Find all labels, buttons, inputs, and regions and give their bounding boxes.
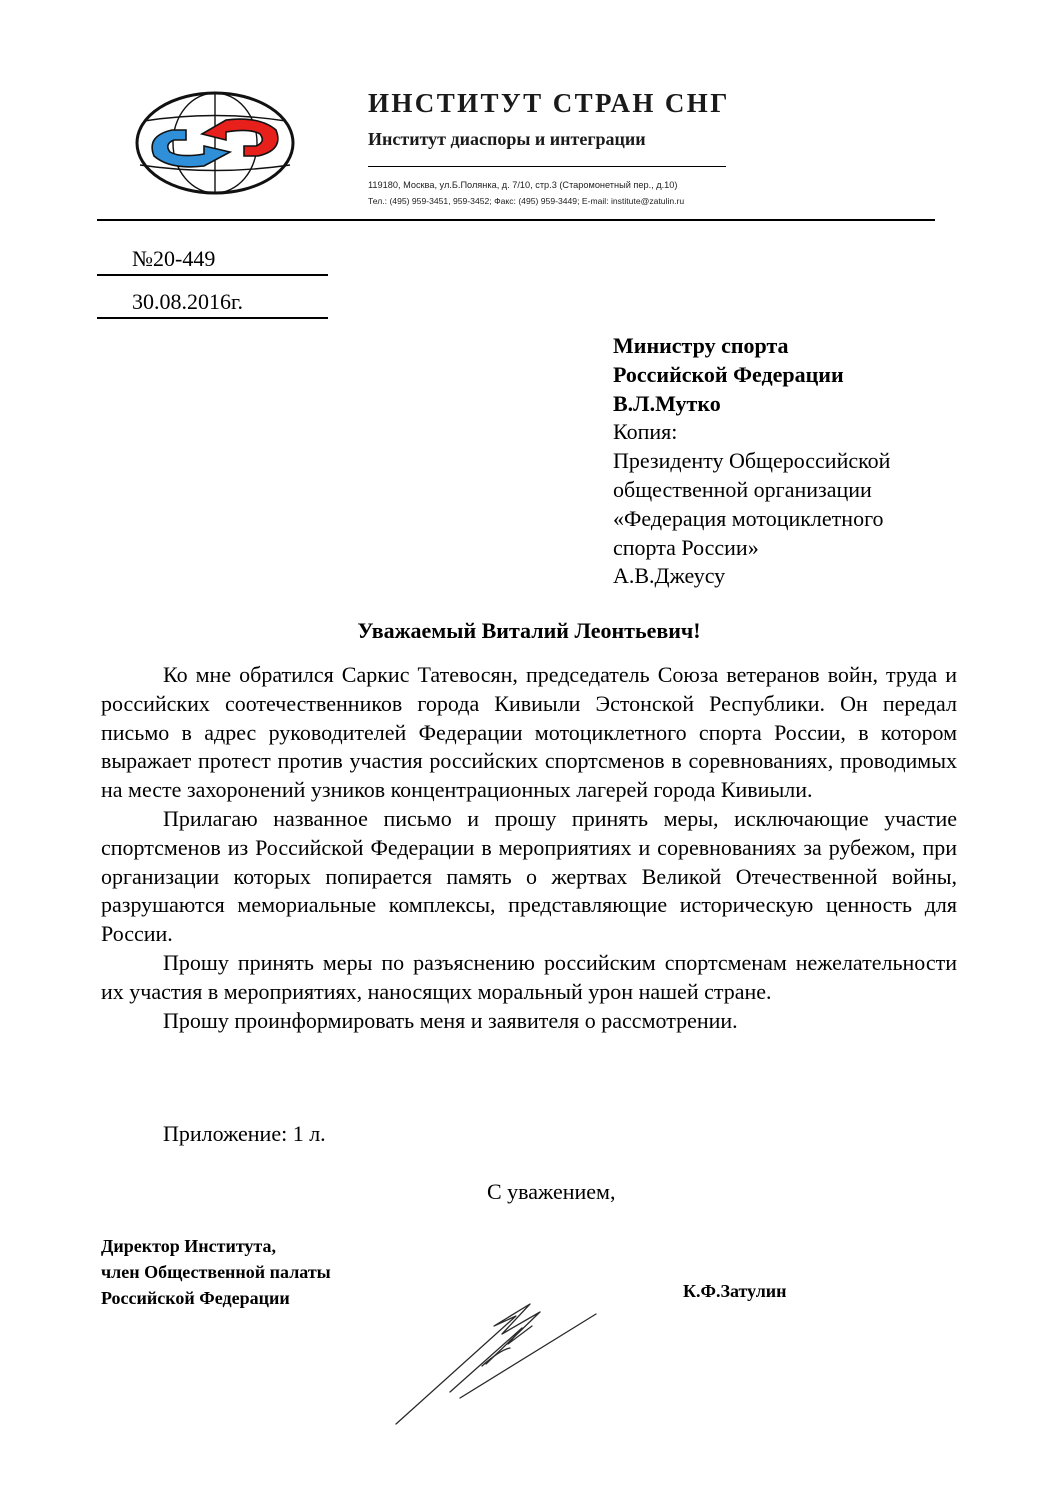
organization-address: 119180, Москва, ул.Б.Полянка, д. 7/10, стр.3 (Старомонетный пер., д.10) [368, 180, 678, 190]
attachment-note: Приложение: 1 л. [163, 1121, 326, 1146]
closing-phrase: С уважением, [487, 1179, 616, 1204]
copy-recipient-line: Президенту Общероссийской [613, 448, 891, 474]
organization-subtitle: Институт диаспоры и интеграции [368, 129, 646, 149]
body-paragraph: Прошу проинформировать меня и заявителя о рассмотрении. [163, 1007, 738, 1033]
document-date: 30.08.2016г. [132, 289, 244, 314]
signer-name: К.Ф.Затулин [683, 1281, 787, 1301]
header-rule [97, 219, 935, 221]
signer-title-line: Российской Федерации [101, 1288, 290, 1308]
signer-title-line: член Общественной палаты [101, 1262, 331, 1282]
body-paragraph: Прошу принять меры по разъяснению российским спортсменам нежелательности их участия в мероприятиях, наносящих моральный урон нашей стране. [101, 949, 957, 1004]
body-paragraph: Прилагаю названное письмо и прошу принять меры, исключающие участие спортсменов из Российской Федерации в мероприятиях и соревнованиях за рубежом, при организации которых попирается память о жертвах Великой Отечественной войны, разрушаются мемориальные комплексы, представляющие историческую ценность для России. [101, 805, 957, 947]
body-paragraph: Ко мне обратился Саркис Татевосян, председатель Союза ветеранов войн, труда и российских соотечественников города Кивиыли Эстонской Республики. Он передал письмо в адрес руководителей Федерации мотоциклетного спорта России, в котором выражает протест против участия российских спортсменов в соревнованиях, проводимых на месте захоронений узников концентрационных лагерей города Кивиыли. [101, 662, 957, 803]
salutation: Уважаемый Виталий Леонтьевич! [357, 618, 701, 643]
copy-recipient-line: спорта России» [613, 534, 759, 560]
addressee-block [613, 332, 890, 591]
signer-title [101, 1233, 331, 1311]
handwritten-signature [390, 1300, 600, 1430]
addressee-name: В.Л.Мутко [613, 390, 721, 416]
document-number: №20-449 [132, 246, 216, 271]
document-date-underline [97, 317, 328, 319]
addressee-line: Российской Федерации [613, 361, 844, 387]
copy-recipient-name: А.В.Джеусу [613, 563, 726, 589]
letter-body [101, 661, 957, 1035]
copy-label: Копия: [613, 419, 678, 445]
document-number-underline [97, 274, 328, 276]
institute-logo [130, 88, 300, 198]
signer-title-line: Директор Института, [101, 1236, 276, 1256]
letterhead-divider [368, 166, 726, 167]
addressee-line: Министру спорта [613, 333, 789, 358]
copy-recipient-line: общественной организации [613, 476, 872, 502]
organization-name: ИНСТИТУТ СТРАН СНГ [368, 88, 730, 118]
organization-contacts: Тел.: (495) 959-3451, 959-3452; Факс: (495) 959-3449; E-mail: institute@zatulin.ru [368, 196, 685, 206]
copy-recipient-line: «Федерация мотоциклетного [613, 505, 884, 531]
